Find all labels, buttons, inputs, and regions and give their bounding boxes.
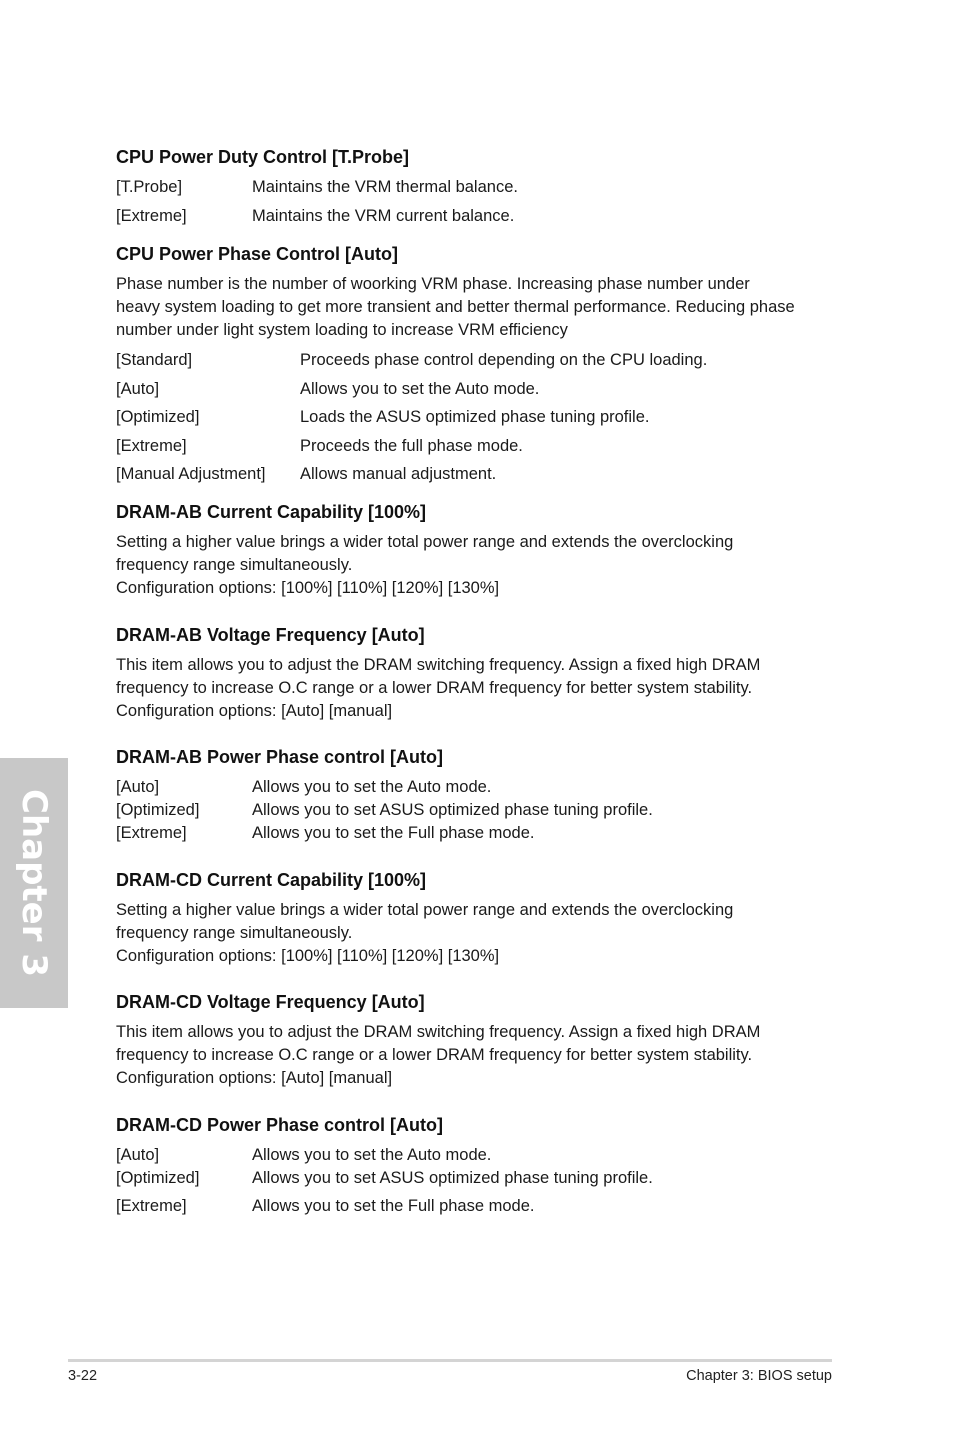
description-line: number under light system loading to increase VRM efficiency — [116, 321, 568, 339]
section-heading: CPU Power Phase Control [Auto] — [116, 244, 399, 264]
option-key: [Extreme] — [116, 437, 187, 455]
description-line: Setting a higher value brings a wider total power range and extends the overclocking — [116, 901, 734, 919]
option-key: [Optimized] — [116, 408, 200, 426]
configuration-options: Configuration options: [100%] [110%] [120%] [130%] — [116, 947, 500, 965]
description-line: Phase number is the number of woorking VRM phase. Increasing phase number under — [116, 275, 750, 293]
option-key: [Extreme] — [116, 1197, 187, 1215]
section-heading: CPU Power Duty Control [T.Probe] — [116, 147, 410, 167]
option-key: [Extreme] — [116, 207, 187, 225]
option-key: [Manual Adjustment] — [116, 465, 266, 483]
option-description: Maintains the VRM current balance. — [252, 207, 515, 225]
section-description — [116, 899, 836, 968]
option-key: [Optimized] — [116, 1169, 200, 1187]
option-description: Proceeds the full phase mode. — [300, 437, 523, 455]
option-key: [Extreme] — [116, 824, 187, 842]
description-line: heavy system loading to get more transient and better thermal performance. Reducing phase — [116, 298, 795, 316]
section-heading: DRAM-CD Power Phase control [Auto] — [116, 1115, 444, 1135]
section-heading: DRAM-AB Power Phase control [Auto] — [116, 747, 444, 767]
footer-chapter-title: Chapter 3: BIOS setup — [686, 1368, 832, 1384]
option-key: [Optimized] — [116, 801, 200, 819]
description-line: This item allows you to adjust the DRAM switching frequency. Assign a fixed high DRAM — [116, 1023, 761, 1041]
footer-divider — [68, 1359, 832, 1362]
description-line: frequency to increase O.C range or a lower DRAM frequency for better system stability. — [116, 1046, 753, 1064]
option-description: Allows you to set the Auto mode. — [300, 380, 540, 398]
chapter-side-tab — [0, 758, 68, 1008]
description-line: frequency to increase O.C range or a lower DRAM frequency for better system stability. — [116, 679, 753, 697]
option-description: Allows you to set the Auto mode. — [252, 778, 492, 796]
option-description: Proceeds phase control depending on the CPU loading. — [300, 351, 708, 369]
description-line: frequency range simultaneously. — [116, 556, 353, 574]
section-description — [116, 654, 836, 723]
configuration-options: Configuration options: [Auto] [manual] — [116, 1069, 393, 1087]
option-key: [T.Probe] — [116, 178, 183, 196]
option-description: Allows you to set the Full phase mode. — [252, 1197, 535, 1215]
chapter-tab-label: Chapter 3 — [14, 788, 54, 978]
option-description: Allows you to set ASUS optimized phase tuning profile. — [252, 801, 653, 819]
option-description: Allows you to set ASUS optimized phase tuning profile. — [252, 1169, 653, 1187]
option-description: Maintains the VRM thermal balance. — [252, 178, 518, 196]
option-key: [Auto] — [116, 380, 160, 398]
option-description: Allows manual adjustment. — [300, 465, 497, 483]
description-line: Setting a higher value brings a wider total power range and extends the overclocking — [116, 533, 734, 551]
section-description — [116, 273, 836, 342]
section-heading: DRAM-CD Voltage Frequency [Auto] — [116, 992, 425, 1012]
option-description: Loads the ASUS optimized phase tuning profile. — [300, 408, 650, 426]
configuration-options: Configuration options: [Auto] [manual] — [116, 702, 393, 720]
section-heading: DRAM-AB Current Capability [100%] — [116, 502, 427, 522]
configuration-options: Configuration options: [100%] [110%] [120%] [130%] — [116, 579, 500, 597]
option-key: [Standard] — [116, 351, 193, 369]
option-key: [Auto] — [116, 778, 160, 796]
description-line: This item allows you to adjust the DRAM switching frequency. Assign a fixed high DRAM — [116, 656, 761, 674]
description-line: frequency range simultaneously. — [116, 924, 353, 942]
section-heading: DRAM-CD Current Capability [100%] — [116, 870, 427, 890]
option-description: Allows you to set the Full phase mode. — [252, 824, 535, 842]
option-key: [Auto] — [116, 1146, 160, 1164]
section-description — [116, 531, 836, 600]
page-number: 3-22 — [68, 1368, 98, 1384]
section-description — [116, 1021, 836, 1090]
section-heading: DRAM-AB Voltage Frequency [Auto] — [116, 625, 425, 645]
option-description: Allows you to set the Auto mode. — [252, 1146, 492, 1164]
